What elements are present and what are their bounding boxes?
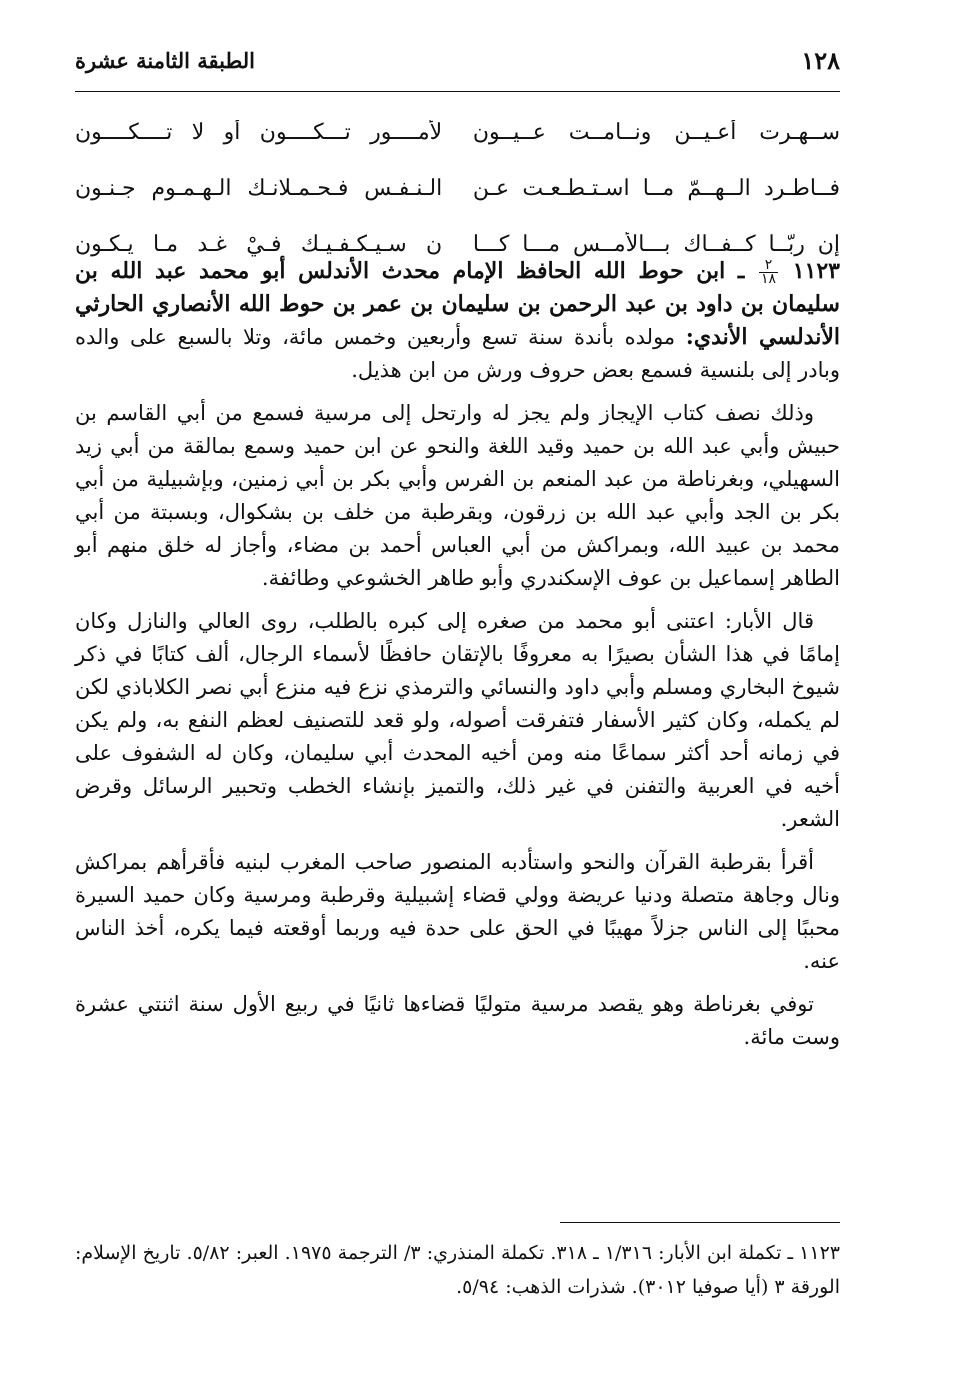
verse-second-hemistich: الـنـفـس فـحـمـلانـك الـهـمـوم جـنـون xyxy=(75,175,443,201)
body-paragraph: قال الأبار: اعتنى أبو محمد من صغره إلى كبره بالطلب، روى العالي والنازل وكان إمامًا في هذا الشأن بصيرًا به معروفًا بالإتقان حافظًا لأسماء الرجال، ألف كتابًا في ذكر شيوخ البخاري ومسلم وأبي داود والنسائي والترمذي نزع فيه منزع أبي نصر الكلاباذي لكن لم يكمله، وكان كثير الأسفار فتفرقت أصوله، ولو قعد للتصنيف لعظم النفع به، ولم يكن في زمانه أحد أكثر سماعًا منه ومن أخيه المحدث أبي سليمان، وكان له الشفوف على أخيه في العربية والتفنن في غير ذلك، والتميز بإنشاء الخطب وتحبير الرسائل وقرض الشعر. xyxy=(75,609,840,831)
body-paragraph: وذلك نصف كتاب الإيجاز ولم يجز له وارتحل إلى مرسية فسمع من أبي القاسم بن حبيش وأبي عبد الله بن حميد وقيد اللغة والنحو عن ابن حميد وسمع بمالقة من أبي زيد السهيلي، وبغرناطة من عبد المنعم بن الفرس وأبي بكر بن أبي زمنين، وبإشبيلية من أبي بكر بن الجد وأبي عبد الله بن زرقون، وبقرطبة من خلف بن بشكوال، وبسبتة من أبي محمد بن عبيد الله، وبمراكش من أبي العباس أحمد بن مضاء، وأجاز له خلق منهم أبو الطاهر إسماعيل بن عوف الإسكندري وأبو طاهر الخشوعي وطائفة. xyxy=(75,401,840,590)
verse-first-hemistich: إن ربّــا كــفــاك بـــالأمــس مـــا كـــا xyxy=(472,231,840,257)
footnote-rule xyxy=(560,1222,840,1223)
main-text xyxy=(75,255,840,1064)
fraction-denominator: ١٨ xyxy=(761,271,777,287)
footnote: ١١٢٣ ـ تكملة ابن الأبار: ١/٣١٦ ـ ٣١٨. تكملة المنذري: ٣/ الترجمة ١٩٧٥. العبر: ٥/٨٢. تاريخ الإسلام: الورقة ٣ (أيا صوفيا ٣٠١٢). شذرات الذهب: ٥/٩٤. xyxy=(75,1242,840,1298)
entry-intro: مولده بأندة سنة تسع وأربعين وخمس مائة، وتلا بالسبع على والده وبادر إلى بلنسية فسمع بعض حروف ورش من ابن هذيل. xyxy=(75,325,840,382)
fraction-numerator: ٢ xyxy=(759,259,778,273)
verse-first-hemistich: فــاطـرد الــهــمّ مــا اسـتـطـعـت عـن xyxy=(472,175,840,201)
verse-row xyxy=(75,160,840,216)
body-paragraph: أقرأ بقرطبة القرآن والنحو واستأدبه المنصور صاحب المغرب لبنيه فأقرأهم بمراكش ونال وجاهة متصلة ودنيا عريضة وولي قضاء إشبيلية وقرطبة ومرسية وكان حميد السيرة محببًا إلى الناس جزلاً مهيبًا في الحق على حدة فيه وربما أوقعته فيما يكره، أخذ الناس عنه. xyxy=(75,850,840,973)
entry-heading: ـ ابن حوط الله الحافظ الإمام محدث الأندلس أبو محمد عبد الله بن سليمان بن داود بن عبد الرحمن بن سليمان بن عمر بن حوط الله الأنصاري الحارثي الأندلسي الأندي: xyxy=(75,258,840,350)
entry-paragraph xyxy=(75,255,840,387)
verse-second-hemistich: ن سـيـكـفـيـك فـيْ غـد مـا يـكـون xyxy=(75,231,443,257)
entry-number: ١١٢٣ xyxy=(792,258,840,284)
poem-verses xyxy=(75,104,840,272)
body-paragraph: توفي بغرناطة وهو يقصد مرسية متوليًا قضاءها ثانيًا في ربيع الأول سنة اثنتي عشرة وست مائة. xyxy=(75,992,840,1049)
page-header xyxy=(75,40,840,80)
verse-second-hemistich: لأمــــور تـــكــــون أو لا تــــكــــون xyxy=(75,119,443,145)
entry-fraction xyxy=(759,259,778,286)
page-number: ١٢٨ xyxy=(801,45,840,75)
header-rule xyxy=(75,91,840,92)
verse-first-hemistich: ســهـرت أعـيــن ونــامــت عــيــون xyxy=(472,119,840,145)
verse-row xyxy=(75,104,840,160)
running-head: الطبقة الثامنة عشرة xyxy=(75,47,255,73)
